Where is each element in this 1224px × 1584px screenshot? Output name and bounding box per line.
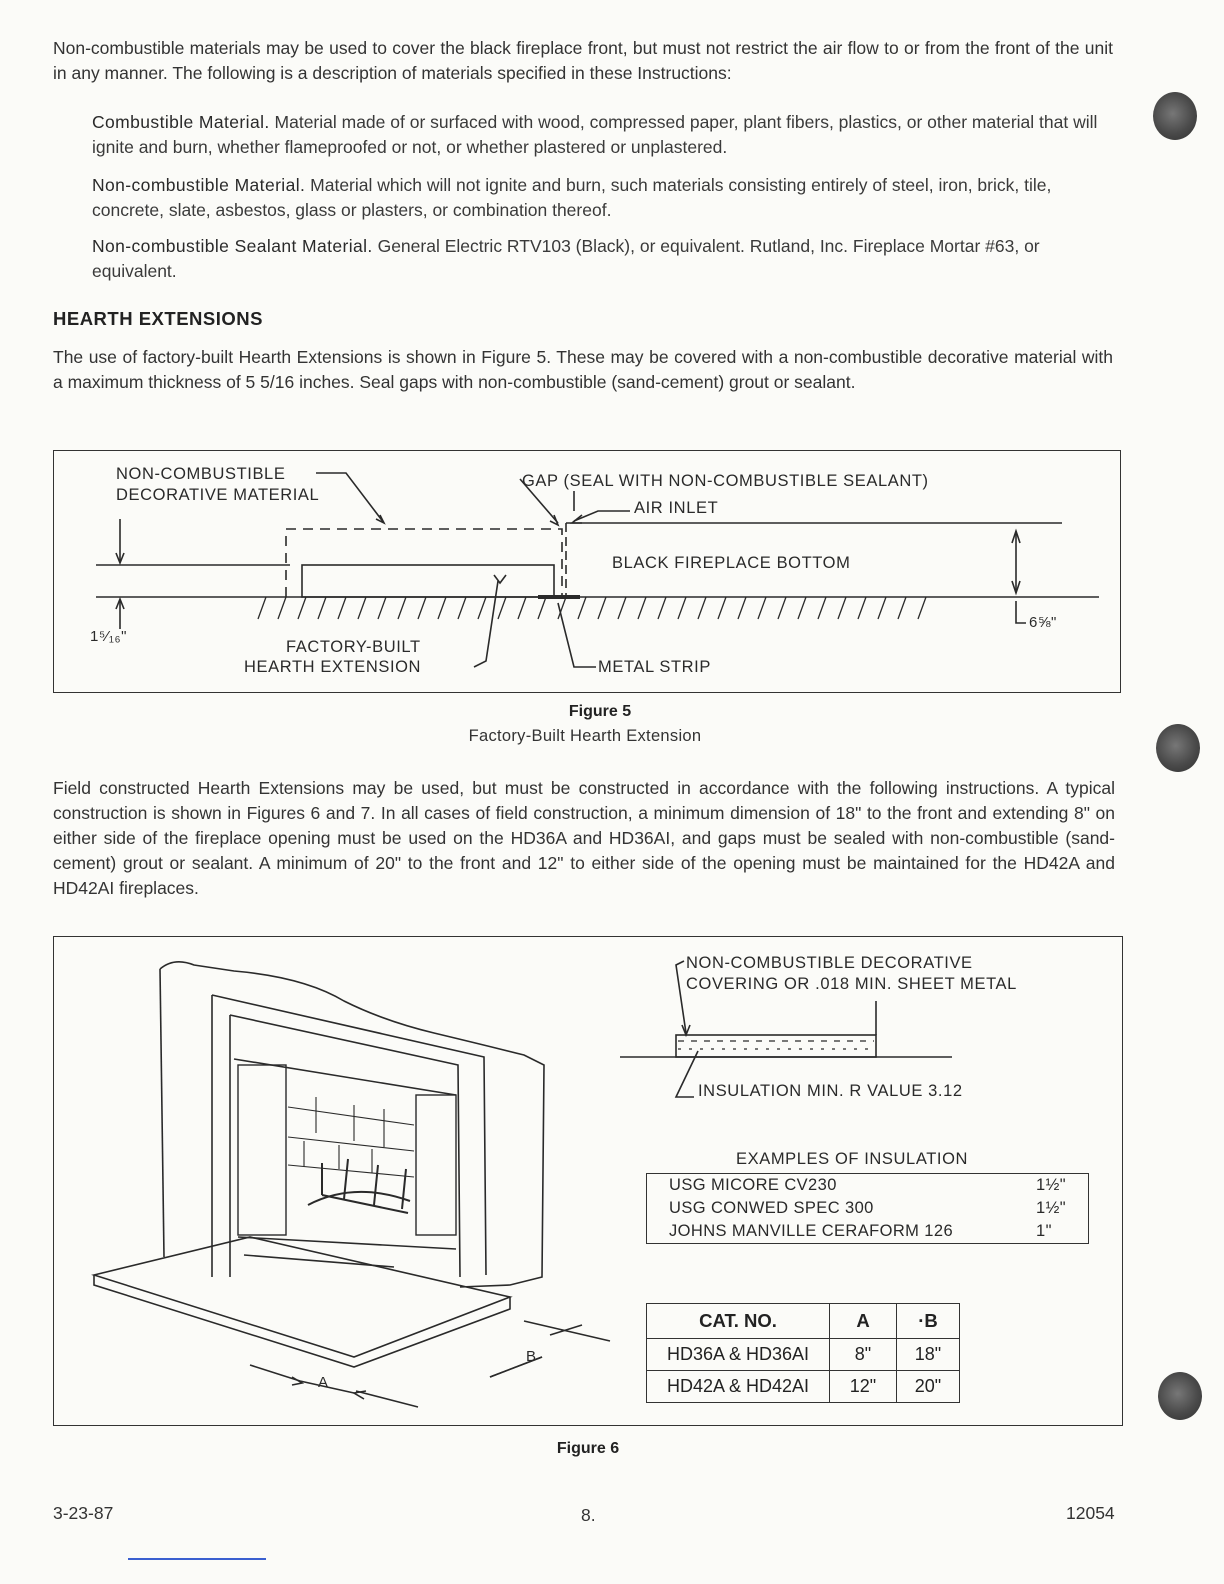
- definition-term: Non-combustible Material.: [92, 175, 306, 195]
- punch-hole: [1153, 92, 1197, 140]
- label-metal-strip: METAL STRIP: [598, 658, 711, 676]
- insulation-thickness: 1": [1036, 1222, 1052, 1240]
- definition-noncombustible: [92, 173, 1112, 223]
- cell-cat-no: HD36A & HD36AI: [647, 1339, 830, 1371]
- insulation-thickness: 1½": [1036, 1199, 1066, 1217]
- insulation-name: USG MICORE CV230: [669, 1176, 837, 1194]
- label-noncombustible: NON-COMBUSTIBLE: [116, 465, 286, 483]
- label-gap: GAP (SEAL WITH NON-COMBUSTIBLE SEALANT): [522, 472, 929, 490]
- insulation-name: USG CONWED SPEC 300: [669, 1199, 874, 1217]
- definition-text: General Electric RTV103 (Black), or equivalent. Rutland, Inc. Fireplace Mortar #63, or equivalent.: [92, 236, 1040, 281]
- header-a: A: [830, 1304, 897, 1339]
- table-row: [647, 1371, 960, 1403]
- footer-underline: [128, 1558, 266, 1560]
- punch-hole: [1158, 1372, 1202, 1420]
- label-hearth-extension: HEARTH EXTENSION: [244, 658, 422, 676]
- header-cat-no: CAT. NO.: [647, 1304, 830, 1339]
- footer-page-number: 8.: [581, 1505, 596, 1525]
- intro-paragraph: Non-combustible materials may be used to cover the black fireplace front, but must not restrict the air flow to or from the front of the unit in any manner. The following is a description of materials specified in these Instructions:: [53, 38, 1113, 83]
- insulation-examples-table: [646, 1173, 1089, 1244]
- table-header-row: [647, 1304, 960, 1339]
- header-b: ·B: [897, 1304, 960, 1339]
- hearth-paragraph: The use of factory-built Hearth Extensions is shown in Figure 5. These may be covered with a non-combustible decorative material with a maximum thickness of 5 5/16 inches. Seal gaps with non-combustible (sand-cement) grout or sealant.: [53, 347, 1113, 392]
- cell-b: 20": [897, 1371, 960, 1403]
- label-covering-1: NON-COMBUSTIBLE DECORATIVE: [686, 954, 973, 972]
- examples-title: EXAMPLES OF INSULATION: [736, 1150, 969, 1168]
- footer-code: 12054: [1066, 1503, 1115, 1523]
- label-black-fireplace-bottom: BLACK FIREPLACE BOTTOM: [612, 554, 851, 572]
- table-row: [647, 1197, 1089, 1220]
- cell-a: 8": [830, 1339, 897, 1371]
- label-decorative-material: DECORATIVE MATERIAL: [116, 486, 320, 504]
- figure-5: [53, 450, 1121, 693]
- figure-5-title: Figure 5: [568, 703, 632, 720]
- table-row: [647, 1339, 960, 1371]
- table-row: [647, 1220, 1089, 1244]
- section-heading: HEARTH EXTENSIONS: [53, 308, 263, 329]
- catalog-table: [646, 1303, 960, 1403]
- definition-text: Material made of or surfaced with wood, compressed paper, plant fibers, plastics, or other material that will ignite and burn, whether flameproofed or not, or whether plastered or unplastered.: [92, 112, 1098, 157]
- label-dim-right: 6⅝": [1029, 614, 1057, 631]
- figure-5-subtitle: Factory-Built Hearth Extension: [468, 727, 702, 745]
- figure-6-title: Figure 6: [556, 1440, 620, 1457]
- label-dim-a: A: [318, 1374, 329, 1391]
- definition-term: Non-combustible Sealant Material.: [92, 236, 373, 256]
- insulation-thickness: 1½": [1036, 1176, 1066, 1194]
- table-row: [647, 1174, 1089, 1198]
- cell-a: 12": [830, 1371, 897, 1403]
- cell-cat-no: HD42A & HD42AI: [647, 1371, 830, 1403]
- figure-6: [53, 936, 1123, 1426]
- definition-combustible: [92, 110, 1112, 160]
- definition-term: Combustible Material.: [92, 112, 270, 132]
- definition-sealant: [92, 234, 1112, 284]
- label-covering-2: COVERING OR .018 MIN. SHEET METAL: [686, 975, 1017, 993]
- label-dim-b: B: [526, 1348, 537, 1365]
- label-factory-built: FACTORY-BUILT: [286, 638, 421, 656]
- insulation-name: JOHNS MANVILLE CERAFORM 126: [669, 1222, 954, 1240]
- label-dim-left: 1⁵⁄₁₆": [90, 628, 128, 645]
- definition-text: Material which will not ignite and burn, such materials consisting entirely of steel, iron, brick, tile, concrete, slate, asbestos, glass or plasters, or combination thereof.: [92, 175, 1052, 220]
- label-insulation: INSULATION MIN. R VALUE 3.12: [698, 1082, 963, 1100]
- label-air-inlet: AIR INLET: [634, 499, 719, 517]
- field-paragraph: Field constructed Hearth Extensions may be used, but must be constructed in accordance with the following instructions. A typical construction is shown in Figures 6 and 7. In all cases of field construction, a minimum dimension of 18" to the front and extending 8" on either side of the fireplace opening must be used on the HD36A and HD36AI, and gaps must be sealed with non-combustible (sand-cement) grout or sealant. A minimum of 20" to the front and 12" to either side of the opening must be maintained for the HD42A and HD42AI fireplaces.: [53, 778, 1115, 898]
- cell-b: 18": [897, 1339, 960, 1371]
- footer-date: 3-23-87: [53, 1503, 114, 1523]
